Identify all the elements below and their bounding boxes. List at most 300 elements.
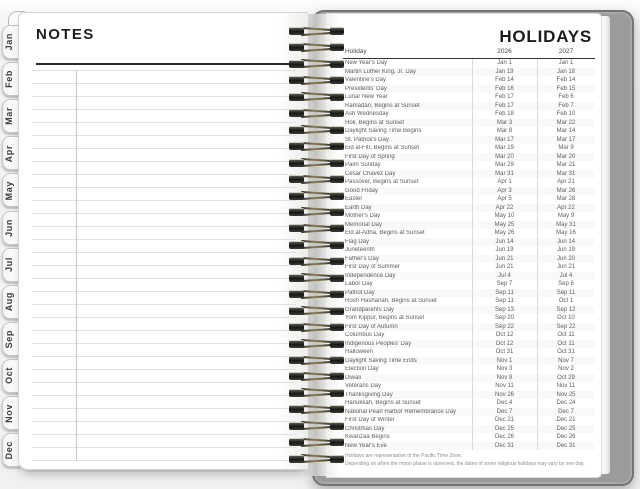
holiday-date-2026: Apr 3 [497, 187, 512, 194]
coil-clamp [330, 307, 344, 315]
holiday-date-2026: Mar 31 [495, 170, 514, 177]
spiral-coil [287, 339, 347, 350]
holiday-row [343, 357, 595, 366]
holiday-date-2027: Mar 14 [556, 128, 576, 135]
coil-wire [301, 212, 332, 216]
coil-clamp [289, 93, 304, 101]
coil-wire [301, 405, 332, 409]
coil-clamp [330, 142, 344, 150]
holiday-date-2027: Jan 1 [558, 60, 574, 67]
holiday-name: Palm Sunday [345, 162, 381, 169]
spiral-coil [287, 26, 347, 37]
spiral-coil [287, 92, 347, 103]
holiday-date-2026: Oct 12 [495, 332, 514, 339]
holiday-row [343, 246, 595, 255]
coil-wire [301, 163, 332, 167]
holiday-row [343, 144, 595, 153]
holiday-name: Memorial Day [345, 221, 383, 228]
holiday-date-2026: Nov 1 [496, 357, 513, 364]
month-tab-label: Mar [4, 107, 14, 126]
month-tab-label: May [4, 180, 14, 201]
coil-clamp [330, 192, 344, 200]
holidays-page [326, 13, 602, 478]
holiday-date-2026: Nov 3 [496, 366, 513, 373]
holiday-date-2026: Dec 7 [496, 408, 513, 415]
coil-wire [301, 323, 332, 327]
holiday-date-2027: Sep 12 [556, 306, 576, 313]
holiday-row [343, 110, 595, 119]
holiday-date-2027: Feb 15 [556, 85, 576, 92]
holiday-row [343, 340, 595, 349]
holiday-date-2026: Mar 8 [496, 128, 513, 135]
holiday-date-2026: Feb 14 [495, 77, 514, 84]
holiday-date-2027: Mar 26 [556, 187, 576, 194]
spiral-coil [287, 223, 347, 234]
month-tab-label: Jan [4, 33, 14, 51]
ruled-line [32, 200, 296, 201]
ruled-line [32, 460, 296, 461]
holiday-date-2026: Oct 31 [495, 349, 514, 356]
holiday-date-2026: Mar 3 [496, 119, 513, 126]
coil-clamp [330, 438, 344, 446]
coil-wire [301, 174, 332, 178]
holiday-date-2027: Mar 9 [558, 145, 574, 152]
holiday-row [343, 331, 595, 340]
coil-clamp [330, 356, 344, 364]
holiday-date-2027: Nov 7 [558, 357, 574, 364]
footnotes [343, 453, 595, 468]
holiday-date-2027: Mar 21 [556, 162, 576, 169]
holiday-date-2027: Nov 11 [556, 383, 576, 390]
coil-clamp [330, 405, 344, 413]
coil-clamp [330, 126, 344, 134]
coil-clamp [289, 208, 304, 216]
spiral-coil [287, 108, 347, 119]
coil-wire [301, 438, 332, 442]
ruled-line [32, 447, 296, 448]
coil-clamp [330, 274, 344, 282]
coil-clamp [289, 257, 304, 265]
holiday-row [343, 178, 595, 187]
holiday-row [343, 153, 595, 162]
holiday-name: Juneteenth [345, 247, 375, 254]
coil-wire [301, 262, 332, 266]
coil-wire [301, 459, 332, 463]
holiday-name: Yom Kippur, Begins at Sunset [345, 315, 425, 322]
holiday-date-2027: Mar 31 [556, 170, 576, 177]
holiday-date-2027: Feb 14 [556, 77, 576, 84]
coil-clamp [330, 389, 344, 397]
ruled-line [32, 187, 296, 188]
holiday-date-2027: Jun 14 [556, 238, 575, 245]
coil-clamp [289, 455, 304, 463]
holiday-name: Earth Day [345, 204, 372, 211]
holiday-row [343, 187, 595, 196]
ruled-line [32, 174, 296, 175]
holiday-name: Election Day [345, 366, 379, 373]
holiday-date-2026: Dec 25 [494, 425, 514, 432]
month-tab-label: Dec [4, 440, 14, 460]
holiday-row [343, 314, 595, 323]
holiday-name: Lunar New Year [345, 94, 388, 101]
column-separator [472, 59, 473, 450]
coil-clamp [330, 290, 344, 298]
holiday-date-2027: Dec 31 [556, 442, 576, 449]
holiday-row [343, 204, 595, 213]
holiday-row [343, 416, 595, 425]
holiday-date-2027: Sep 6 [558, 281, 574, 288]
holiday-date-2027: Jun 21 [556, 264, 575, 271]
holiday-row [343, 221, 595, 230]
holiday-row [343, 255, 595, 264]
coil-clamp [330, 241, 344, 249]
coil-wire [301, 64, 332, 68]
coil-clamp [330, 455, 344, 463]
coil-wire [301, 191, 332, 195]
holiday-row [343, 76, 595, 85]
holiday-name: Grandparents Day [345, 306, 395, 313]
holiday-date-2026: Jan 1 [497, 60, 512, 67]
holiday-row [343, 161, 595, 170]
coil-clamp [330, 323, 344, 331]
holiday-date-2026: Mar 17 [495, 136, 514, 143]
coil-clamp [289, 43, 304, 51]
coil-wire [301, 109, 332, 113]
holiday-row [343, 391, 595, 400]
coil-clamp [330, 60, 344, 68]
coil-clamp [289, 159, 304, 167]
ruled-line [32, 135, 296, 136]
holiday-date-2026: Nov 26 [494, 391, 514, 398]
holiday-date-2027: Jan 18 [556, 68, 575, 75]
coil-wire [301, 410, 332, 414]
holiday-date-2026: Dec 21 [494, 417, 514, 424]
spiral-coil [287, 256, 347, 267]
holiday-date-2026: Apr 22 [495, 204, 514, 211]
coil-wire [301, 26, 332, 30]
coil-clamp [330, 340, 344, 348]
coil-clamp [330, 208, 344, 216]
holiday-date-2026: Feb 17 [495, 102, 514, 109]
holiday-date-2026: Mar 29 [495, 162, 514, 169]
coil-wire [301, 273, 332, 277]
coil-clamp [330, 43, 344, 51]
ruled-line [32, 408, 296, 409]
coil-clamp [330, 93, 344, 101]
coil-clamp [330, 372, 344, 380]
spiral-coil [287, 75, 347, 86]
ruled-line [32, 252, 296, 253]
column-header-2026: 2026 [497, 48, 512, 55]
coil-wire [301, 278, 332, 282]
coil-wire [301, 421, 332, 425]
holiday-name: Kwanzaa Begins [345, 434, 390, 441]
holiday-name: Holi, Begins at Sunset [345, 119, 405, 126]
holiday-date-2026: Mar 20 [495, 153, 514, 160]
coil-wire [301, 454, 332, 458]
coil-wire [301, 426, 332, 430]
holiday-date-2027: Nov 25 [556, 391, 576, 398]
holiday-date-2027: Mar 20 [556, 153, 576, 160]
holiday-date-2026: Apr 1 [497, 179, 512, 186]
holiday-date-2027: Dec 26 [556, 434, 576, 441]
ruled-line [32, 343, 296, 344]
ruled-line [32, 356, 296, 357]
spiral-coil [287, 59, 347, 70]
ruled-line [32, 265, 296, 266]
holiday-date-2026: Feb 17 [495, 94, 514, 101]
holiday-name: Daylight Saving Time Begins [345, 128, 422, 135]
spiral-coil [287, 42, 347, 53]
holiday-row [343, 59, 595, 68]
holiday-date-2027: Apr 22 [557, 204, 575, 211]
holiday-row [343, 102, 595, 111]
coil-wire [301, 59, 332, 63]
coil-clamp [289, 126, 304, 134]
holiday-date-2027: Oct 31 [557, 349, 575, 356]
spiral-coil [287, 388, 347, 399]
spiral-coil [287, 125, 347, 136]
holiday-date-2026: Dec 26 [494, 434, 514, 441]
ruled-line [32, 304, 296, 305]
holiday-date-2026: May 25 [494, 221, 515, 228]
ruled-line [32, 317, 296, 318]
holiday-date-2026: Feb 18 [495, 111, 514, 118]
holiday-date-2027: Feb 10 [556, 111, 576, 118]
holiday-name: Ash Wednesday [345, 111, 389, 118]
holiday-name: New Year's Day [345, 60, 388, 67]
holiday-date-2027: Dec 25 [556, 425, 576, 432]
coil-wire [301, 125, 332, 129]
coil-clamp [289, 60, 304, 68]
ruled-line [32, 109, 296, 110]
holiday-name: Halloween [345, 349, 374, 356]
coil-clamp [330, 422, 344, 430]
holiday-date-2026: Oct 12 [495, 340, 514, 347]
month-tab-label: Jun [4, 218, 14, 237]
holiday-row [343, 425, 595, 434]
coil-wire [301, 344, 332, 348]
holiday-name: National Pearl Harbor Remembrance Day [345, 408, 457, 415]
spiral-coil [287, 289, 347, 300]
holiday-name: First Day of Summer [345, 264, 401, 271]
coil-wire [301, 328, 332, 332]
coil-clamp [289, 27, 304, 35]
holiday-row [343, 85, 595, 94]
spiral-coil [287, 207, 347, 218]
holiday-name: Mother's Day [345, 213, 381, 220]
holiday-date-2027: Oct 29 [557, 374, 575, 381]
coil-wire [301, 311, 332, 315]
spiral-coil [287, 454, 347, 465]
coil-wire [301, 306, 332, 310]
coil-wire [301, 76, 332, 80]
coil-clamp [289, 389, 304, 397]
spiral-coil [287, 404, 347, 415]
coil-clamp [330, 175, 344, 183]
coil-wire [301, 377, 332, 381]
holiday-row [343, 272, 595, 281]
holiday-date-2026: Mar 19 [495, 145, 514, 152]
spiral-coil [287, 240, 347, 251]
coil-clamp [289, 274, 304, 282]
holiday-date-2026: Sep 20 [494, 315, 515, 322]
holiday-row [343, 306, 595, 315]
spiral-coil [287, 191, 347, 202]
holiday-row [343, 127, 595, 136]
holiday-date-2027: Oct 1 [558, 298, 574, 305]
holiday-name: New Year's Eve [345, 442, 387, 449]
coil-wire [301, 290, 332, 294]
ruled-line [32, 70, 296, 71]
coil-clamp [330, 224, 344, 232]
notes-header-rule [36, 63, 290, 65]
holiday-row [343, 238, 595, 247]
ruled-line [32, 226, 296, 227]
ruled-line [32, 122, 296, 123]
holiday-date-2027: May 16 [556, 230, 576, 237]
holiday-row [343, 408, 595, 417]
notes-margin-line [76, 70, 77, 461]
holiday-name: Patriot Day [345, 289, 375, 296]
coil-wire [301, 48, 332, 52]
ruled-line [32, 83, 296, 84]
holiday-name: Indigenous Peoples' Day [345, 340, 412, 347]
spiral-coil [287, 371, 347, 382]
holiday-name: Cesar Chavez Day [345, 170, 396, 177]
holiday-date-2026: Sep 13 [494, 306, 515, 313]
holidays-title: HOLIDAYS [499, 27, 592, 46]
coil-wire [301, 224, 332, 228]
coil-clamp [289, 142, 304, 150]
holiday-date-2027: Apr 21 [557, 179, 575, 186]
coil-wire [301, 43, 332, 47]
coil-wire [301, 158, 332, 162]
holiday-name: Rosh Hashanah, Begins at Sunset [345, 298, 437, 305]
holiday-date-2027: Jul 4 [559, 272, 573, 279]
coil-wire [301, 130, 332, 134]
spiral-coil [287, 158, 347, 169]
coil-wire [301, 229, 332, 233]
holiday-row [343, 119, 595, 128]
holiday-name: Hanukkah, Begins at Sunset [345, 400, 421, 407]
holiday-date-2026: Jul 4 [498, 272, 511, 279]
holidays-table-header [343, 45, 595, 59]
holiday-row [343, 289, 595, 298]
coil-wire [301, 97, 332, 101]
holiday-row [343, 442, 595, 451]
holiday-row [343, 229, 595, 238]
holiday-date-2026: Nov 8 [496, 374, 513, 381]
holiday-name: Flag Day [345, 238, 370, 245]
month-tab-label: Sep [4, 329, 14, 348]
coil-clamp [289, 241, 304, 249]
holiday-date-2027: Mar 17 [556, 136, 576, 143]
holiday-date-2027: May 9 [557, 213, 575, 220]
footnote-moon-phase: Depending on when the moon phase is observed, the dates of some religious holidays may vary by one day. [345, 460, 585, 467]
coil-wire [301, 31, 332, 35]
holiday-date-2027: May 31 [556, 221, 576, 228]
coil-wire [301, 240, 332, 244]
coil-clamp [289, 192, 304, 200]
holiday-name: Easter [345, 196, 363, 203]
coil-wire [301, 393, 332, 397]
coil-wire [301, 360, 332, 364]
holiday-date-2027: Sep 22 [556, 323, 576, 330]
holiday-date-2026: Sep 11 [495, 298, 514, 305]
holiday-date-2027: Jun 19 [556, 247, 575, 254]
holiday-date-2027: Nov 2 [558, 366, 574, 373]
holiday-row [343, 433, 595, 442]
holiday-date-2026: Sep 7 [496, 281, 513, 288]
holiday-name: Columbus Day [345, 332, 385, 339]
coil-clamp [289, 422, 304, 430]
holiday-date-2027: Jun 20 [556, 255, 575, 262]
ruled-line [32, 421, 296, 422]
holiday-name: Veterans Day [345, 383, 382, 390]
spiral-coil [287, 322, 347, 333]
ruled-line [32, 148, 296, 149]
ruled-line [32, 434, 296, 435]
holiday-date-2026: Nov 11 [495, 383, 514, 390]
holiday-date-2026: Sep 11 [495, 289, 514, 296]
holiday-row [343, 323, 595, 332]
holiday-date-2027: Dec 7 [558, 408, 574, 415]
holiday-row [343, 195, 595, 204]
spiral-coil [287, 174, 347, 185]
holiday-date-2026: Jan 19 [495, 68, 514, 75]
holiday-date-2026: Apr 5 [497, 196, 512, 203]
holiday-name: St. Patrick's Day [345, 136, 389, 143]
column-separator [537, 59, 538, 450]
footnote-timezone: Holidays are representative of the Pacific Time Zone. [345, 453, 463, 459]
spiral-coil [287, 306, 347, 317]
holiday-row [343, 297, 595, 306]
coil-clamp [289, 372, 304, 380]
month-tab-label: Oct [4, 367, 14, 385]
holiday-row [343, 212, 595, 221]
holiday-row [343, 280, 595, 289]
coil-clamp [289, 109, 304, 117]
spiral-coil [287, 273, 347, 284]
coil-clamp [289, 356, 304, 364]
holiday-row [343, 382, 595, 391]
ruled-line [32, 395, 296, 396]
holiday-row [343, 263, 595, 272]
holiday-name: Good Friday [345, 187, 379, 194]
holiday-date-2027: Dec 21 [556, 417, 576, 424]
column-header-holiday: Holiday [345, 48, 367, 55]
coil-wire [301, 114, 332, 118]
coil-clamp [289, 340, 304, 348]
holiday-date-2027: Feb 6 [558, 94, 574, 101]
ruled-line [32, 278, 296, 279]
holiday-date-2027: Oct 10 [557, 315, 575, 322]
holiday-name: Labor Day [345, 281, 373, 288]
coil-clamp [289, 405, 304, 413]
month-tab-label: Aug [4, 292, 14, 312]
coil-clamp [289, 323, 304, 331]
holiday-name: Passover, Begins at Sunset [345, 179, 419, 186]
ruled-line [32, 330, 296, 331]
coil-clamp [330, 159, 344, 167]
coil-wire [301, 372, 332, 376]
holiday-date-2027: Oct 11 [557, 332, 575, 339]
holiday-name: First Day of Spring [345, 153, 395, 160]
coil-clamp [330, 76, 344, 84]
coil-clamp [289, 175, 304, 183]
spiral-coil [287, 437, 347, 448]
